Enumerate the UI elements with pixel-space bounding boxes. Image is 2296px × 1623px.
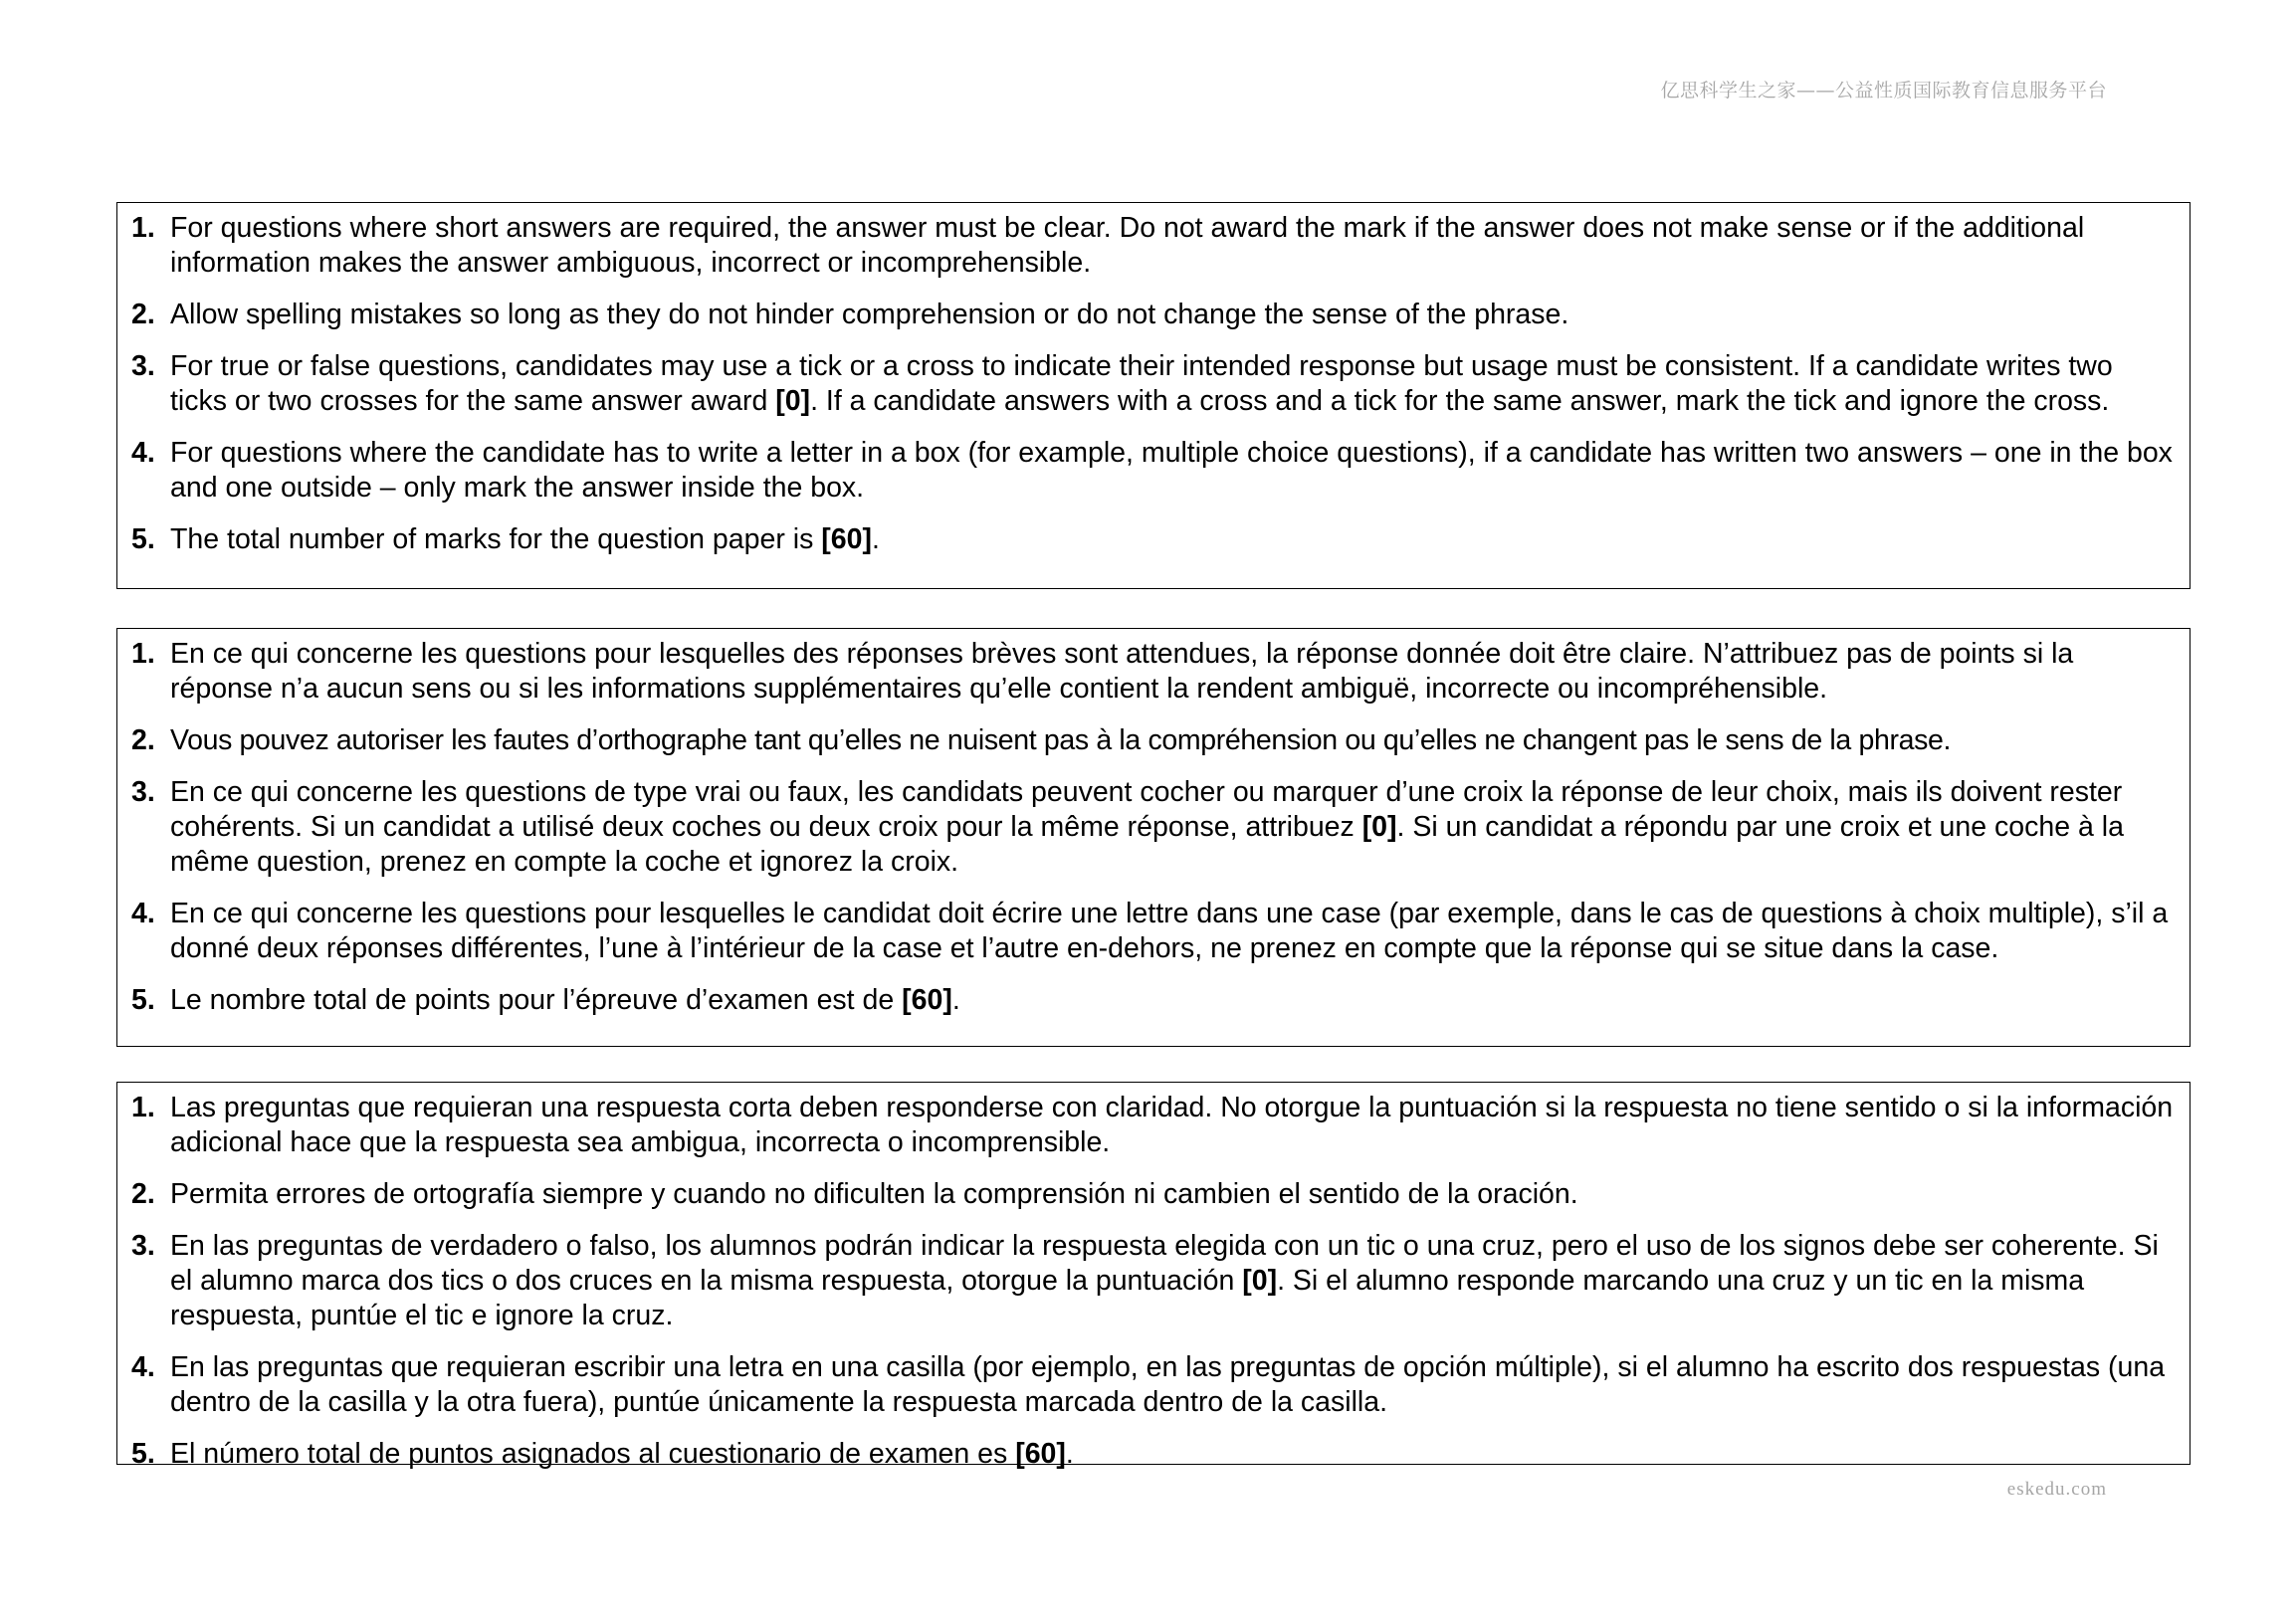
- instruction-item: [131, 211, 2176, 281]
- item-number: 5.: [131, 523, 155, 555]
- instruction-item: [131, 983, 2176, 1018]
- item-text: Permita errores de ortografía siempre y cuando no dificulten la comprensión ni cambien el sentido de la oración.: [170, 1178, 1578, 1210]
- item-text: For true or false questions, candidates may use a tick or a cross to indicate their intended response but usage must be consistent. If a candidate writes two ticks or two crosses for the same answer award [0]. If a candidate answers with a cross and a tick for the same answer, mark the tick and ignore the cross.: [170, 350, 2113, 417]
- instruction-item: [131, 1437, 2176, 1472]
- bold-mark: [0]: [1361, 811, 1397, 843]
- footer-watermark: eskedu.com: [2006, 1479, 2107, 1500]
- item-text: Vous pouvez autoriser les fautes d’orthographe tant qu’elles ne nuisent pas à la compréhension ou qu’elles ne changent pas le sens de la phrase.: [170, 724, 1952, 756]
- item-text: El número total de puntos asignados al cuestionario de examen es [60].: [170, 1438, 1074, 1470]
- item-number: 5.: [131, 984, 155, 1016]
- item-number: 4.: [131, 437, 155, 469]
- instruction-item: [131, 349, 2176, 419]
- item-number: 2.: [131, 1178, 155, 1210]
- item-text: Las preguntas que requieran una respuesta corta deben responderse con claridad. No otorgue la puntuación si la respuesta no tiene sentido o si la información adicional hace que la respuesta sea ambigua, incorrecta o incomprensible.: [170, 1092, 2174, 1158]
- bold-mark: [0]: [1242, 1265, 1278, 1297]
- instruction-item: [131, 1229, 2176, 1333]
- bold-mark: [60]: [821, 523, 872, 555]
- item-number: 2.: [131, 299, 155, 330]
- instructions-box-spanish: [116, 1082, 2191, 1470]
- item-number: 4.: [131, 898, 155, 929]
- item-text: For questions where the candidate has to write a letter in a box (for example, multiple choice questions), if a candidate has written two answers – one in the box and one outside – only mark the answer inside the box.: [170, 437, 2173, 504]
- item-number: 4.: [131, 1351, 155, 1383]
- bold-mark: [60]: [902, 984, 952, 1016]
- instruction-item: [131, 723, 2176, 758]
- item-text: En ce qui concerne les questions de type vrai ou faux, les candidats peuvent cocher ou marquer d’une croix la réponse de leur choix, mais ils doivent rester cohérents. Si un candidat a utilisé deux coches ou deux croix pour la même réponse, attribuez [0]. Si un candidat a répondu par une croix et une coche à la même question, prenez en compte la coche et ignorez la croix.: [170, 776, 2124, 878]
- instruction-item: [131, 637, 2176, 707]
- item-number: 1.: [131, 1092, 155, 1123]
- instruction-item: [131, 1350, 2176, 1420]
- instruction-item: [131, 1177, 2176, 1212]
- item-number: 3.: [131, 1230, 155, 1262]
- item-text: For questions where short answers are required, the answer must be clear. Do not award the mark if the answer does not make sense or if the additional information makes the answer ambiguous, incorrect or incomprehensible.: [170, 212, 2085, 279]
- item-text: En las preguntas que requieran escribir una letra en una casilla (por ejemplo, en las preguntas de opción múltiple), si el alumno ha escrito dos respuestas (una dentro de la casilla y la otra fuera), puntúe únicamente la respuesta marcada dentro de la casilla.: [170, 1351, 2166, 1418]
- item-text: En ce qui concerne les questions pour lesquelles des réponses brèves sont attendues, la réponse donnée doit être claire. N’attribuez pas de points si la réponse n’a aucun sens ou si les informations supplémentaires qu’elle contient la rendent ambiguë, incorrecte ou incompréhensible.: [170, 638, 2074, 705]
- instruction-item: [131, 1091, 2176, 1160]
- item-text: En las preguntas de verdadero o falso, los alumnos podrán indicar la respuesta elegida con un tic o una cruz, pero el uso de los signos debe ser coherente. Si el alumno marca dos tics o dos cruces en la misma respuesta, otorgue la puntuación [0]. Si el alumno responde marcando una cruz y un tic en la misma respuesta, puntúe el tic e ignore la cruz.: [170, 1230, 2159, 1331]
- instructions-box-english: [116, 202, 2191, 589]
- instruction-item: [131, 775, 2176, 880]
- instruction-item: [131, 897, 2176, 966]
- item-text: En ce qui concerne les questions pour lesquelles le candidat doit écrire une lettre dans une case (par exemple, dans le cas de questions à choix multiple), s’il a donné deux réponses différentes, l’une à l’intérieur de la case et l’autre en-dehors, ne prenez en compte que la réponse qui se situe dans la case.: [170, 898, 2169, 964]
- instruction-item: [131, 436, 2176, 506]
- item-text: The total number of marks for the question paper is [60].: [170, 523, 880, 555]
- instructions-box-french: [116, 628, 2191, 1047]
- item-text: Le nombre total de points pour l’épreuve d’examen est de [60].: [170, 984, 960, 1016]
- item-number: 2.: [131, 724, 155, 756]
- item-number: 1.: [131, 638, 155, 670]
- header-watermark: 亿思科学生之家——公益性质国际教育信息服务平台: [1660, 80, 2107, 101]
- item-number: 1.: [131, 212, 155, 244]
- bold-mark: [60]: [1015, 1438, 1066, 1470]
- bold-mark: [0]: [775, 385, 811, 417]
- instruction-item: [131, 298, 2176, 332]
- instruction-item: [131, 522, 2176, 557]
- item-number: 3.: [131, 350, 155, 382]
- item-number: 3.: [131, 776, 155, 808]
- item-number: 5.: [131, 1438, 155, 1470]
- item-text: Allow spelling mistakes so long as they do not hinder comprehension or do not change the sense of the phrase.: [170, 299, 1569, 330]
